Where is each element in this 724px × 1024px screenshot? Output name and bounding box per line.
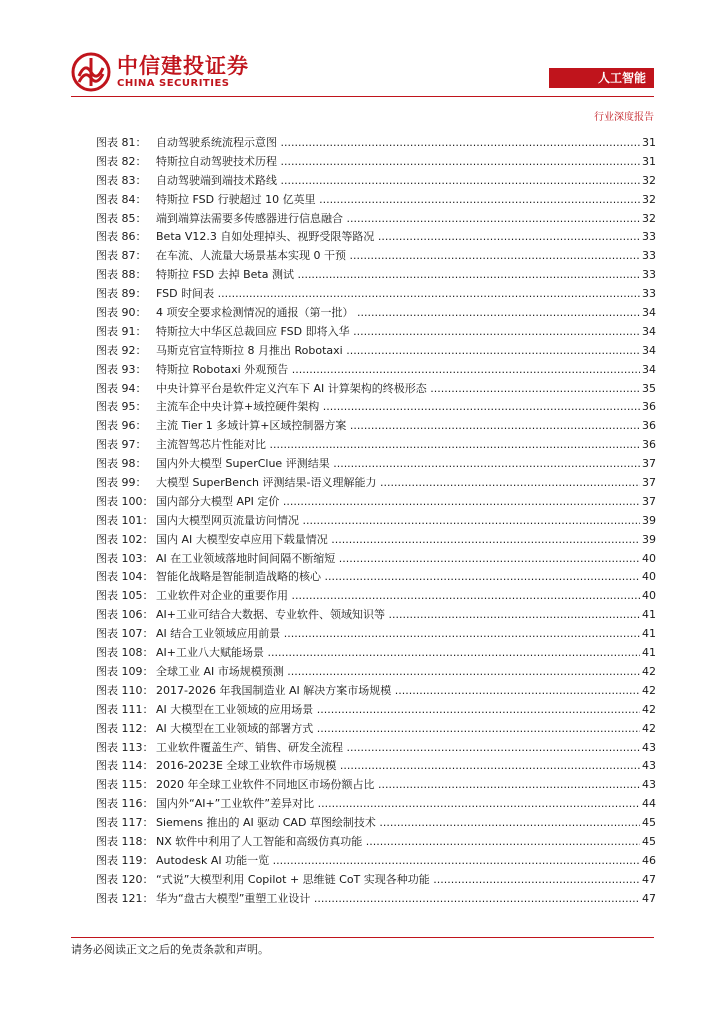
page-number: 34 xyxy=(642,362,656,376)
page-number: 32 xyxy=(642,211,656,225)
page-number: 47 xyxy=(642,891,656,905)
page-number: 44 xyxy=(642,797,656,811)
figure-title: AI 大模型在工业领域的应用场景 ..... xyxy=(156,701,640,720)
page-number: 41 xyxy=(642,627,656,641)
toc-entry[interactable] xyxy=(96,493,656,512)
figure-title: 特斯拉 FSD 去掉 Beta 测试 ..... xyxy=(156,266,640,285)
figure-label: 图表 97： xyxy=(96,438,147,452)
figure-title: 工业软件对企业的重要作用 ..... xyxy=(156,587,640,606)
figure-title: Siemens 推出的 AI 驱动 CAD 草图绘制技术 ..... xyxy=(156,814,640,833)
figure-label: 图表 94： xyxy=(96,381,147,395)
page-number: 42 xyxy=(642,683,656,697)
toc-entry[interactable] xyxy=(96,871,656,890)
page-number: 40 xyxy=(642,570,656,584)
toc-entry[interactable] xyxy=(96,568,656,587)
page-number: 43 xyxy=(642,778,656,792)
figure-label: 图表 95： xyxy=(96,400,147,414)
page-number: 33 xyxy=(642,287,656,301)
figure-title: 马斯克官宣特斯拉 8 月推出 Robotaxi ..... xyxy=(156,342,640,361)
figure-title: 特斯拉 Robotaxi 外观预告 ..... xyxy=(156,361,640,380)
figure-label: 图表 87： xyxy=(96,249,147,263)
figure-label: 图表 83： xyxy=(96,173,147,187)
toc-entry[interactable] xyxy=(96,304,656,323)
figure-title: 特斯拉大中华区总裁回应 FSD 即将入华 ..... xyxy=(156,323,640,342)
page-number: 45 xyxy=(642,834,656,848)
header-divider xyxy=(71,96,654,97)
toc-entry[interactable] xyxy=(96,380,656,399)
figure-title: Beta V12.3 自如处理掉头、视野受限等路况 ..... xyxy=(156,228,640,247)
toc-entry[interactable] xyxy=(96,776,656,795)
figure-title: 主流 Tier 1 多域计算+区域控制器方案 ..... xyxy=(156,417,640,436)
toc-entry[interactable] xyxy=(96,342,656,361)
figure-title: 2016-2023E 全球工业软件市场规模 ..... xyxy=(156,757,640,776)
figure-label: 图表 109： xyxy=(96,664,154,678)
china-securities-logo-icon xyxy=(71,52,111,92)
toc-entry[interactable] xyxy=(96,436,656,455)
toc-entry[interactable] xyxy=(96,852,656,871)
page-number: 45 xyxy=(642,816,656,830)
figure-title: 智能化战略是智能制造战略的核心 ..... xyxy=(156,568,640,587)
page-number: 39 xyxy=(642,513,656,527)
figure-title: 国内外“AI+”工业软件”差异对比 ..... xyxy=(156,795,640,814)
figure-index xyxy=(96,134,656,909)
figure-label: 图表 98： xyxy=(96,457,147,471)
figure-title: 大模型 SuperBench 评测结果-语义理解能力 ..... xyxy=(156,474,640,493)
toc-entry[interactable] xyxy=(96,228,656,247)
page-number: 36 xyxy=(642,400,656,414)
figure-label: 图表 114： xyxy=(96,759,154,773)
toc-entry[interactable] xyxy=(96,644,656,663)
toc-entry[interactable] xyxy=(96,701,656,720)
figure-label: 图表 118： xyxy=(96,834,154,848)
company-name-en: CHINA SECURITIES xyxy=(117,78,230,89)
toc-entry[interactable] xyxy=(96,814,656,833)
page-number: 34 xyxy=(642,306,656,320)
figure-label: 图表 86： xyxy=(96,230,147,244)
page-number: 36 xyxy=(642,419,656,433)
figure-label: 图表 89： xyxy=(96,287,147,301)
toc-entry[interactable] xyxy=(96,739,656,758)
figure-label: 图表 111： xyxy=(96,702,154,716)
toc-entry[interactable] xyxy=(96,210,656,229)
toc-entry[interactable] xyxy=(96,682,656,701)
toc-entry[interactable] xyxy=(96,361,656,380)
disclaimer: 请务必阅读正文之后的免责条款和声明。 xyxy=(71,943,269,956)
page-number: 37 xyxy=(642,457,656,471)
figure-title: FSD 时间表 ..... xyxy=(156,285,640,304)
toc-entry[interactable] xyxy=(96,720,656,739)
figure-label: 图表 120： xyxy=(96,872,154,886)
page-number: 37 xyxy=(642,476,656,490)
figure-label: 图表 81： xyxy=(96,136,147,149)
page-number: 31 xyxy=(642,136,656,149)
toc-entry[interactable] xyxy=(96,323,656,342)
page-number: 34 xyxy=(642,324,656,338)
figure-title: AI 大模型在工业领域的部署方式 ..... xyxy=(156,720,640,739)
page-number: 41 xyxy=(642,646,656,660)
figure-title: 特斯拉自动驾驶技术历程 ..... xyxy=(156,153,640,172)
figure-title: 主流车企中央计算+域控硬件架构 ..... xyxy=(156,398,640,417)
figure-title: AI 在工业领域落地时间间隔不断缩短 ..... xyxy=(156,550,640,569)
figure-title: 4 项安全要求检测情况的通报（第一批） ..... xyxy=(156,304,640,323)
page-number: 33 xyxy=(642,249,656,263)
figure-label: 图表 102： xyxy=(96,532,154,546)
figure-title: 国内外大模型 SuperClue 评测结果 ..... xyxy=(156,455,640,474)
toc-entry[interactable] xyxy=(96,285,656,304)
company-logo xyxy=(71,52,249,92)
figure-label: 图表 121： xyxy=(96,891,154,905)
toc-entry[interactable] xyxy=(96,550,656,569)
page-number: 43 xyxy=(642,759,656,773)
figure-label: 图表 99： xyxy=(96,476,147,490)
figure-title: AI+工业可结合大数据、专业软件、领域知识等 ..... xyxy=(156,606,640,625)
page-number: 36 xyxy=(642,438,656,452)
figure-label: 图表 90： xyxy=(96,306,147,320)
toc-entry[interactable] xyxy=(96,795,656,814)
figure-title: AI+工业八大赋能场景 ..... xyxy=(156,644,640,663)
page-number: 41 xyxy=(642,608,656,622)
figure-label: 图表 110： xyxy=(96,683,154,697)
page-number: 32 xyxy=(642,173,656,187)
figure-label: 图表 115： xyxy=(96,778,154,792)
page-number: 35 xyxy=(642,381,656,395)
figure-label: 图表 117： xyxy=(96,816,154,830)
figure-label: 图表 113： xyxy=(96,740,154,754)
page-number: 40 xyxy=(642,589,656,603)
toc-entry[interactable] xyxy=(96,890,656,909)
toc-entry[interactable] xyxy=(96,587,656,606)
toc-entry[interactable] xyxy=(96,398,656,417)
figure-label: 图表 88： xyxy=(96,268,147,282)
figure-title: 2017-2026 年我国制造业 AI 解决方案市场规模 ..... xyxy=(156,682,640,701)
page-number: 42 xyxy=(642,721,656,735)
figure-label: 图表 96： xyxy=(96,419,147,433)
toc-entry[interactable] xyxy=(96,266,656,285)
footer-divider xyxy=(71,937,654,938)
figure-label: 图表 100： xyxy=(96,494,154,508)
page-number: 32 xyxy=(642,192,656,206)
page-number: 39 xyxy=(642,532,656,546)
figure-label: 图表 85： xyxy=(96,211,147,225)
figure-label: 图表 104： xyxy=(96,570,154,584)
figure-label: 图表 92： xyxy=(96,343,147,357)
page-number: 31 xyxy=(642,154,656,168)
toc-entry[interactable] xyxy=(96,172,656,191)
figure-label: 图表 106： xyxy=(96,608,154,622)
page-number: 47 xyxy=(642,872,656,886)
figure-title: NX 软件中利用了人工智能和高级仿真功能 ..... xyxy=(156,833,640,852)
figure-title: AI 结合工业领域应用前景 ..... xyxy=(156,625,640,644)
report-type: 行业深度报告 xyxy=(594,112,654,123)
figure-label: 图表 93： xyxy=(96,362,147,376)
figure-label: 图表 103： xyxy=(96,551,154,565)
toc-entry[interactable] xyxy=(96,417,656,436)
toc-entry[interactable] xyxy=(96,134,656,153)
figure-title: 在车流、人流量大场景基本实现 0 干预 ..... xyxy=(156,247,640,266)
figure-label: 图表 84： xyxy=(96,192,147,206)
page-number: 40 xyxy=(642,551,656,565)
figure-title: 主流智驾芯片性能对比 ..... xyxy=(156,436,640,455)
figure-title: 全球工业 AI 市场规模预测 ..... xyxy=(156,663,640,682)
toc-entry[interactable] xyxy=(96,663,656,682)
figure-label: 图表 82： xyxy=(96,154,147,168)
figure-title: 自动驾驶端到端技术路线 ..... xyxy=(156,172,640,191)
page-number: 42 xyxy=(642,664,656,678)
company-name-cn: 中信建投证券 xyxy=(117,54,249,78)
figure-title: Autodesk AI 功能一览 ..... xyxy=(156,852,640,871)
toc-entry[interactable] xyxy=(96,757,656,776)
toc-entry[interactable] xyxy=(96,531,656,550)
figure-label: 图表 101： xyxy=(96,513,154,527)
figure-title: 华为“盘古大模型”重塑工业设计 ..... xyxy=(156,890,640,909)
page-number: 37 xyxy=(642,494,656,508)
page-number: 42 xyxy=(642,702,656,716)
toc-entry[interactable] xyxy=(96,474,656,493)
page-number: 33 xyxy=(642,230,656,244)
figure-label: 图表 105： xyxy=(96,589,154,603)
page-number: 43 xyxy=(642,740,656,754)
industry-tag: 人工智能 xyxy=(549,68,654,88)
figure-label: 图表 119： xyxy=(96,853,154,867)
toc-entry[interactable] xyxy=(96,455,656,474)
toc-entry[interactable] xyxy=(96,625,656,644)
figure-title: 端到端算法需要多传感器进行信息融合 ..... xyxy=(156,210,640,229)
page-number: 46 xyxy=(642,853,656,867)
figure-title: 特斯拉 FSD 行驶超过 10 亿英里 ..... xyxy=(156,191,640,210)
figure-title: “式说”大模型利用 Copilot + 思维链 CoT 实现各种功能 ..... xyxy=(156,871,640,890)
figure-title: 2020 年全球工业软件不同地区市场份额占比 ..... xyxy=(156,776,640,795)
figure-label: 图表 108： xyxy=(96,646,154,660)
toc-entry[interactable] xyxy=(96,153,656,172)
figure-title: 国内 AI 大模型安卓应用下载量情况 ..... xyxy=(156,531,640,550)
figure-title: 工业软件覆盖生产、销售、研发全流程 ..... xyxy=(156,739,640,758)
toc-entry[interactable] xyxy=(96,191,656,210)
figure-title: 国内部分大模型 API 定价 ..... xyxy=(156,493,640,512)
figure-title: 自动驾驶系统流程示意图 ..... xyxy=(156,134,640,153)
figure-label: 图表 91： xyxy=(96,324,147,338)
figure-label: 图表 116： xyxy=(96,797,154,811)
toc-entry[interactable] xyxy=(96,606,656,625)
figure-label: 图表 107： xyxy=(96,627,154,641)
page-number: 33 xyxy=(642,268,656,282)
toc-entry[interactable] xyxy=(96,247,656,266)
toc-entry[interactable] xyxy=(96,512,656,531)
figure-title: 中央计算平台是软件定义汽车下 AI 计算架构的终极形态 ..... xyxy=(156,380,640,399)
figure-label: 图表 112： xyxy=(96,721,154,735)
toc-entry[interactable] xyxy=(96,833,656,852)
figure-title: 国内大模型网页流量访问情况 ..... xyxy=(156,512,640,531)
page-number: 34 xyxy=(642,343,656,357)
